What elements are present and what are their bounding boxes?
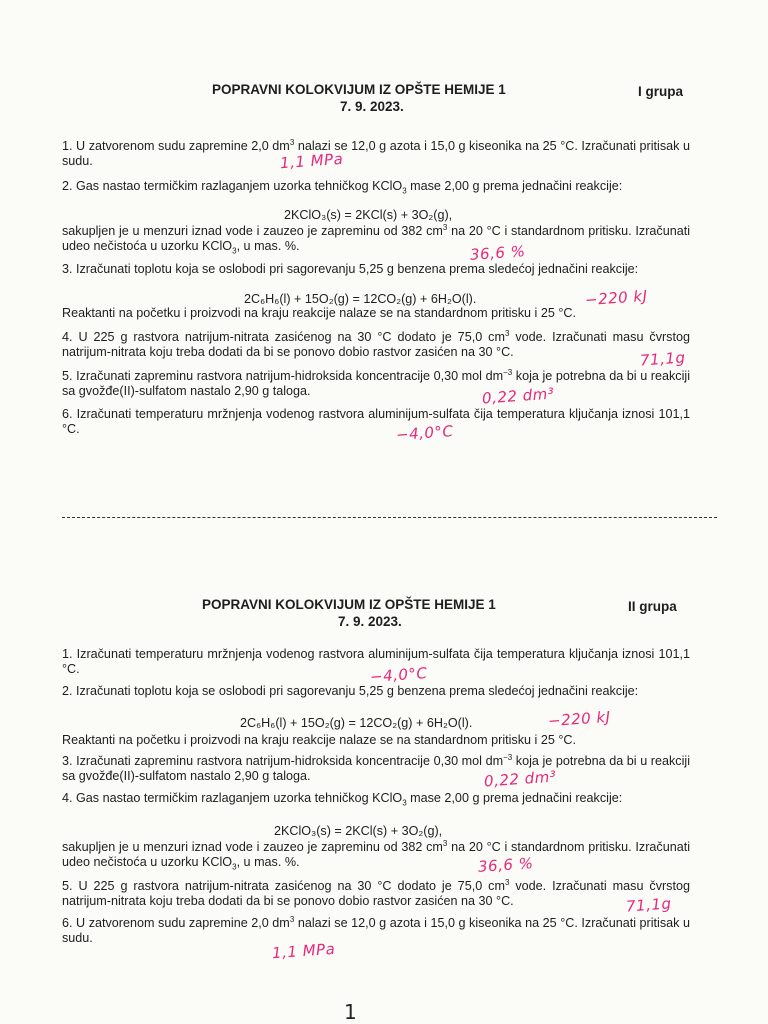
separator-line	[62, 517, 717, 518]
g1-answer-1: 1,1 MPa	[279, 149, 344, 173]
g2-question-1: 1. Izračunati temperaturu mržnjenja vodenog rastvora aluminijum-sulfata čija temperatura ključanja iznosi 101,1 °C.	[62, 647, 690, 676]
g1-question-5: 5. Izračunati zapreminu rastvora natrijum-hidroksida koncentracije 0,30 mol $dm^{-3}$ koja je potrebna da bi u reakciji sa gvožđe(II)-sulfatom nastalo 2,90 g taloga.	[62, 367, 690, 398]
g2-answer-6: 1,1 MPa	[271, 939, 336, 963]
g1-question-2-intro: 2. Gas nastao termičkim razlaganjem uzorka tehničkog KClO$_3$ mase 2,00 g prema jednačini reakcije:	[62, 179, 623, 196]
g1-answer-4: 71,1g	[639, 348, 686, 370]
g2-question-5: 5. U 225 g rastvora natrijum-nitrata zasićenog na 30 °C dodato je 75,0 $cm^3$ vode. Izračunati masu čvrstog natrijum-nitrata koju treba dodati da bi se ponovo dobio rastvor zasićen na 30 °C.	[62, 877, 690, 908]
g1-question-1: 1. U zatvorenom sudu zapremine 2,0 $dm^3$ nalazi se 12,0 g azota i 15,0 g kiseonika na 25 °C. Izračunati pritisak u sudu.	[62, 137, 690, 168]
page-number: 1	[344, 1000, 357, 1024]
g2-question-4-intro: 4. Gas nastao termičkim razlaganjem uzorka tehničkog KClO$_3$ mase 2,00 g prema jednačini reakcije:	[62, 791, 623, 808]
g1-answer-2: 36,6 %	[469, 242, 526, 264]
g1-date: 7. 9. 2023.	[340, 99, 404, 114]
g2-question-6: 6. U zatvorenom sudu zapremine 2,0 $dm^3$ nalazi se 12,0 g azota i 15,0 g kiseonika na 25 °C. Izračunati pritisak u sudu.	[62, 914, 690, 945]
g1-question-3-rest: Reaktanti na početku i proizvodi na kraju reakcije nalaze se na standardnom pritisku i 25 °C.	[62, 306, 576, 320]
g2-answer-2: −220 kJ	[547, 707, 612, 731]
g2-question-2-equation: 2C₆H₆(l) + 15O₂(g) = 12CO₂(g) + 6H₂O(l).	[240, 716, 473, 730]
g1-answer-5: 0,22 dm³	[481, 384, 555, 408]
g1-question-3-intro: 3. Izračunati toplotu koja se oslobodi pri sagorevanju 5,25 g benzena prema sledećoj jednačini reakcije:	[62, 262, 639, 276]
g1-question-2-equation: 2KClO₃(s) = 2KCl(s) + 3O₂(g),	[284, 208, 453, 222]
g1-group-label: I grupa	[638, 84, 684, 99]
g2-group-label: II grupa	[628, 599, 677, 614]
g2-question-4-rest: sakupljen je u menzuri iznad vode i zauzeo je zapreminu od 382 $cm^3$ na 20 °C i standardnom pritisku. Izračunati udeo nečistoća u uzorku KClO$_3$, u mas. %.	[62, 838, 690, 872]
g2-question-2-intro: 2. Izračunati toplotu koja se oslobodi pri sagorevanju 5,25 g benzena prema sledećoj jednačini reakcije:	[62, 684, 639, 698]
g1-question-3-equation: 2C₆H₆(l) + 15O₂(g) = 12CO₂(g) + 6H₂O(l).	[244, 292, 477, 306]
g2-answer-4: 36,6 %	[477, 854, 534, 876]
g1-question-6: 6. Izračunati temperaturu mržnjenja vodenog rastvora aluminijum-sulfata čija temperatura ključanja iznosi 101,1 °C.	[62, 407, 690, 436]
g2-answer-3: 0,22 dm³	[483, 767, 557, 791]
g2-question-4-equation: 2KClO₃(s) = 2KCl(s) + 3O₂(g),	[274, 824, 443, 838]
g1-question-4: 4. U 225 g rastvora natrijum-nitrata zasićenog na 30 °C dodato je 75,0 $cm^3$ vode. Izračunati masu čvrstog natrijum-nitrata koju treba dodati da bi se ponovo dobio rastvor zasićen na 30 °C.	[62, 328, 690, 359]
g2-question-3: 3. Izračunati zapreminu rastvora natrijum-hidroksida koncentracije 0,30 mol $dm^{-3}$ koja je potrebna da bi u reakciji sa gvožđe(II)-sulfatom nastalo 2,90 g taloga.	[62, 752, 690, 783]
g2-title: POPRAVNI KOLOKVIJUM IZ OPŠTE HEMIJE 1	[202, 597, 496, 612]
g1-question-2-rest: sakupljen je u menzuri iznad vode i zauzeo je zapreminu od 382 $cm^3$ na 20 °C i standardnom pritisku. Izračunati udeo nečistoća u uzorku KClO$_3$, u mas. %.	[62, 222, 690, 256]
g2-date: 7. 9. 2023.	[338, 614, 402, 629]
g2-answer-5: 71,1g	[625, 894, 672, 916]
g2-answer-1: −4,0°C	[369, 664, 428, 686]
g1-title: POPRAVNI KOLOKVIJUM IZ OPŠTE HEMIJE 1	[212, 82, 506, 97]
g1-answer-3: −220 kJ	[584, 286, 649, 310]
g2-question-2-rest: Reaktanti na početku i proizvodi na kraju reakcije nalaze se na standardnom pritisku i 25 °C.	[62, 733, 576, 747]
g1-answer-6: −4,0°C	[395, 422, 454, 444]
